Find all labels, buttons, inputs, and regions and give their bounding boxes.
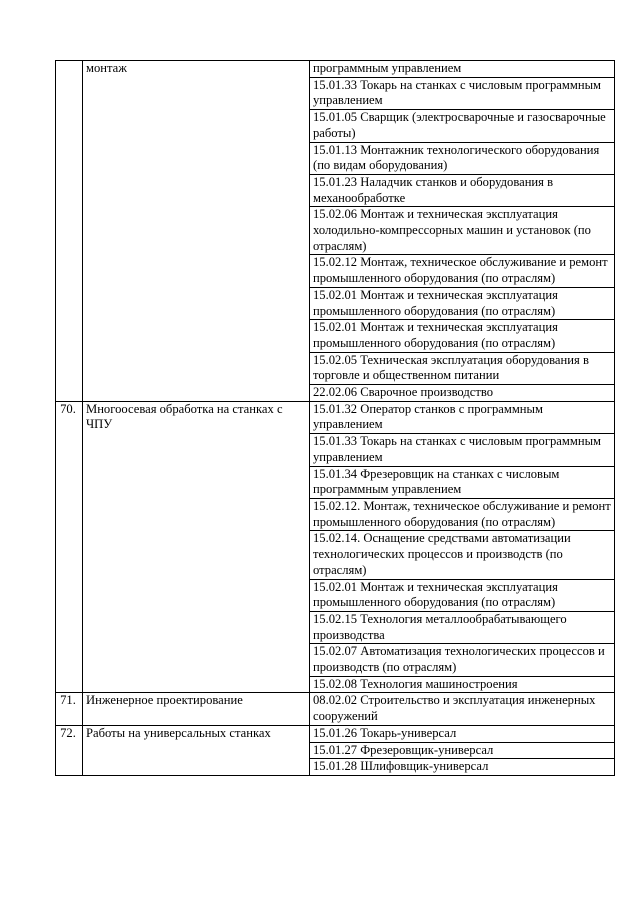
table-row — [56, 61, 615, 78]
row-number: 70. — [56, 401, 83, 693]
specialty-cell: 15.02.07 Автоматизация технологических процессов и производств (по отраслям) — [310, 644, 615, 676]
competency-name: Инженерное проектирование — [83, 693, 310, 725]
table-row — [56, 725, 615, 742]
specialty-cell: 15.02.06 Монтаж и техническая эксплуатация холодильно-компрессорных машин и установок (по отраслям) — [310, 207, 615, 255]
specialty-cell: 15.02.05 Техническая эксплуатация оборудования в торговле и общественном питании — [310, 352, 615, 384]
specialty-cell: 15.02.01 Монтаж и техническая эксплуатация промышленного оборудования (по отраслям) — [310, 320, 615, 352]
table-row — [56, 401, 615, 433]
specialty-cell: 15.02.15 Технология металлообрабатывающего производства — [310, 611, 615, 643]
table-row — [56, 693, 615, 725]
specialty-cell: 15.01.05 Сварщик (электросварочные и газосварочные работы) — [310, 110, 615, 142]
row-number: 72. — [56, 725, 83, 775]
specialty-cell: 15.01.28 Шлифовщик-универсал — [310, 759, 615, 776]
specialty-cell: 15.02.12. Монтаж, техническое обслуживание и ремонт промышленного оборудования (по отраслям) — [310, 498, 615, 530]
specialty-cell: 08.02.02 Строительство и эксплуатация инженерных сооружений — [310, 693, 615, 725]
competency-name: монтаж — [83, 61, 310, 402]
table-body — [56, 61, 615, 776]
specialty-cell: 15.01.32 Оператор станков с программным управлением — [310, 401, 615, 433]
competency-name: Многоосевая обработка на станках с ЧПУ — [83, 401, 310, 693]
specialty-cell: 15.01.33 Токарь на станках с числовым программным управлением — [310, 434, 615, 466]
row-number: 71. — [56, 693, 83, 725]
specialty-cell: 15.02.14. Оснащение средствами автоматизации технологических процессов и производств (по отраслям) — [310, 531, 615, 579]
specialty-cell: 15.01.23 Наладчик станков и оборудования в механообработке — [310, 174, 615, 206]
specialty-cell: 15.01.27 Фрезеровщик-универсал — [310, 742, 615, 759]
specialty-cell: 15.01.33 Токарь на станках с числовым программным управлением — [310, 77, 615, 109]
specialty-cell: 15.02.01 Монтаж и техническая эксплуатация промышленного оборудования (по отраслям) — [310, 287, 615, 319]
competency-name: Работы на универсальных станках — [83, 725, 310, 775]
specialty-cell: 22.02.06 Сварочное производство — [310, 385, 615, 402]
specialty-cell: 15.02.08 Технология машиностроения — [310, 676, 615, 693]
specialty-cell: 15.01.26 Токарь-универсал — [310, 725, 615, 742]
row-number — [56, 61, 83, 402]
specialty-cell: 15.02.12 Монтаж, техническое обслуживание и ремонт промышленного оборудования (по отраслям) — [310, 255, 615, 287]
competencies-table — [55, 60, 615, 776]
specialty-cell: программным управлением — [310, 61, 615, 78]
specialty-cell: 15.01.13 Монтажник технологического оборудования (по видам оборудования) — [310, 142, 615, 174]
specialty-cell: 15.02.01 Монтаж и техническая эксплуатация промышленного оборудования (по отраслям) — [310, 579, 615, 611]
specialty-cell: 15.01.34 Фрезеровщик на станках с числовым программным управлением — [310, 466, 615, 498]
